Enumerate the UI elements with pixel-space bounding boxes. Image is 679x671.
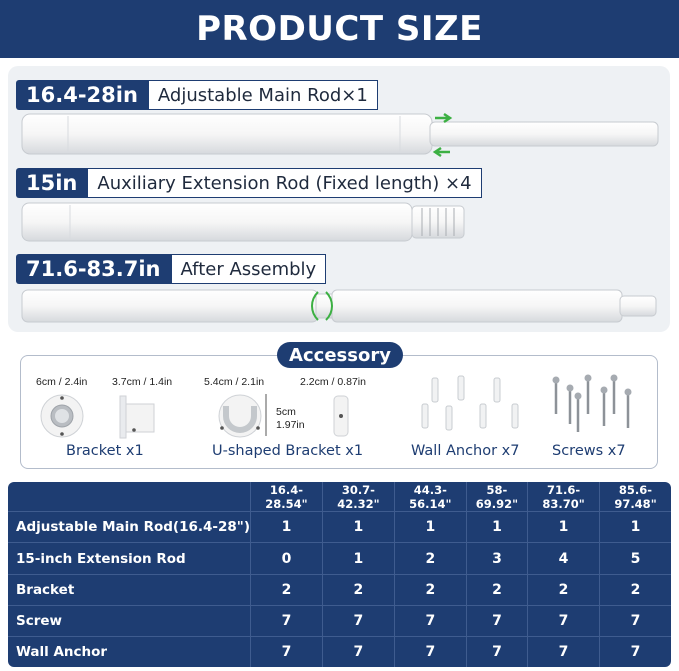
bracket-diameter: 6cm / 2.4in: [36, 376, 88, 388]
column-header: 30.7-42.32": [323, 482, 395, 512]
assembly-size: 71.6-83.7in: [16, 254, 171, 284]
table-cell: 2: [323, 575, 395, 606]
table-cell: 7: [528, 606, 600, 637]
u-bracket-label: U-shaped Bracket x1: [212, 443, 364, 459]
table-cell: 7: [528, 637, 600, 667]
row-header: 15-inch Extension Rod: [8, 543, 251, 574]
table-row: [8, 512, 671, 543]
table-cell: 2: [600, 575, 671, 606]
table-cell: 7: [395, 637, 467, 667]
table-cell: 7: [630, 644, 641, 661]
table-cell: 2: [528, 575, 600, 606]
extension-rod-description: Auxiliary Extension Rod (Fixed length) ×4: [87, 168, 481, 198]
table-cell: 4: [528, 543, 600, 574]
table-cell: 1: [467, 512, 528, 543]
row-header: Bracket: [8, 575, 251, 606]
table-cell: 0: [251, 543, 323, 574]
wall-anchor-label: Wall Anchor x7: [411, 443, 520, 459]
table-cell: 1: [323, 543, 395, 574]
table-cell: 5: [600, 543, 671, 574]
extension-rod-image: [20, 200, 470, 244]
table-cell: 3: [467, 543, 528, 574]
table-cell: 1: [600, 512, 671, 543]
table-cell: 1: [323, 512, 395, 543]
table-cell: 2: [251, 575, 323, 606]
table-cell: 2: [395, 575, 467, 606]
extension-rod-label: [16, 168, 482, 198]
table-row: [8, 606, 671, 637]
table-cell: 7: [467, 606, 528, 637]
table-cell: 7: [395, 606, 467, 637]
main-rod-label: [16, 80, 378, 110]
bracket-icon: [40, 392, 160, 442]
column-header: 85.6-97.48": [600, 482, 671, 512]
accessory-title: Accessory: [277, 342, 403, 368]
table-cell: 7: [251, 637, 323, 667]
assembly-description: After Assembly: [171, 254, 327, 284]
row-header: Screw: [8, 606, 251, 637]
row-header: Wall Anchor: [8, 637, 251, 667]
extension-rod-size: 15in: [16, 168, 87, 198]
column-header: 16.4-28.54": [251, 482, 323, 512]
table-cell: 2: [467, 575, 528, 606]
assembled-rod-image: [20, 286, 660, 326]
bracket-depth: 3.7cm / 1.4in: [112, 376, 173, 388]
table-cell: 7: [323, 606, 395, 637]
main-rod-description: Adjustable Main Rod×1: [148, 80, 378, 110]
u-bracket-height-in: 1.97in: [276, 419, 305, 431]
column-header: 44.3-56.14": [395, 482, 467, 512]
main-rod-image: [20, 110, 660, 158]
table-cell: 7: [323, 637, 395, 667]
screws-icon: [548, 374, 638, 436]
column-header: 58-69.92": [467, 482, 528, 512]
table-cell: 7: [600, 606, 671, 637]
table-row: [8, 575, 671, 606]
main-rod-size: 16.4-28in: [16, 80, 148, 110]
wall-anchor-icon: [420, 374, 530, 436]
column-header: 71.6-83.70": [528, 482, 600, 512]
table-corner: [8, 482, 251, 512]
table-cell: 2: [395, 543, 467, 574]
table-row: [8, 637, 671, 667]
table-cell: 1: [251, 512, 323, 543]
u-bracket-diameter: 5.4cm / 2.1in: [204, 376, 265, 388]
table-cell: 1: [395, 512, 467, 543]
u-bracket-depth: 2.2cm / 0.87in: [300, 376, 366, 388]
table-cell: 1: [528, 512, 600, 543]
row-header: Adjustable Main Rod(16.4-28"): [8, 512, 251, 543]
quantity-table: [8, 482, 671, 667]
screws-label: Screws x7: [552, 443, 626, 459]
table-cell: 7: [467, 637, 528, 667]
table-header-row: [8, 482, 671, 512]
table-row: [8, 543, 671, 574]
table-cell: 7: [251, 606, 323, 637]
bracket-label: Bracket x1: [66, 443, 144, 459]
u-bracket-height-cm: 5cm: [276, 406, 296, 418]
page-title: PRODUCT SIZE: [0, 0, 679, 58]
assembly-label: [16, 254, 326, 284]
